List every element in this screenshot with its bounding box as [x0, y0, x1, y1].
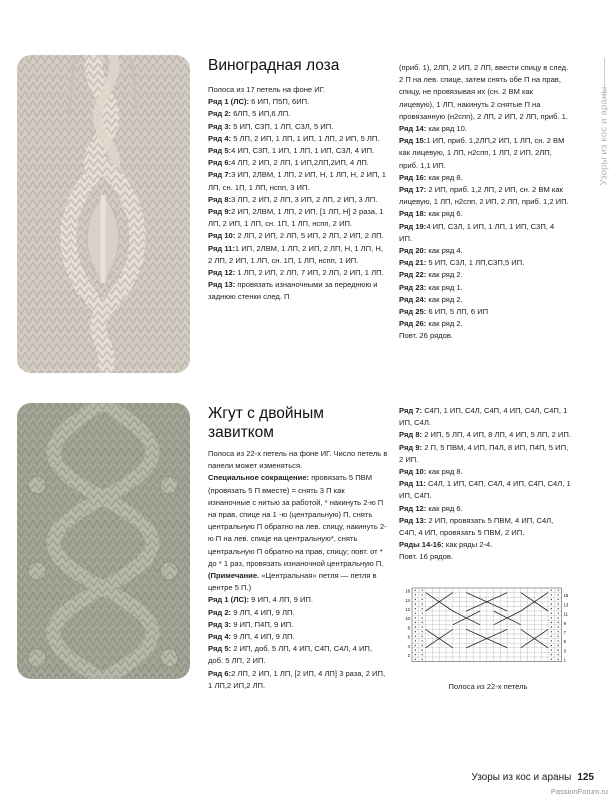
instruction-row	[208, 594, 388, 606]
row-text: 9 ИП, П4П, 9 ИП.	[231, 619, 294, 629]
chart-purl-dot	[551, 603, 552, 604]
chart-purl-dot	[422, 613, 423, 614]
row-list	[208, 472, 388, 692]
instruction-row	[399, 551, 571, 563]
instruction-row	[208, 472, 388, 570]
chart-purl-dot	[551, 631, 552, 632]
chart-purl-dot	[415, 613, 416, 614]
row-label: Ряд 19:	[399, 221, 427, 231]
row-text: как ряд 4.	[426, 246, 463, 256]
chart-purl-dot	[558, 654, 559, 655]
instruction-row	[208, 668, 388, 692]
row-label: Ряд 17:	[399, 185, 427, 195]
chart-purl-dot	[422, 649, 423, 650]
instruction-row	[399, 62, 569, 123]
instruction-row	[208, 607, 388, 619]
row-label: Ряд 3:	[208, 121, 232, 131]
chart-purl-dot	[415, 603, 416, 604]
instruction-row	[208, 145, 386, 157]
chart-purl-dot	[422, 622, 423, 623]
instruction-row	[208, 169, 386, 193]
chart-purl-dot	[551, 640, 552, 641]
instruction-row	[399, 515, 571, 539]
chart-purl-dot	[558, 613, 559, 614]
chart-purl-dot	[422, 608, 423, 609]
chart-row-number-right: 11	[563, 611, 568, 617]
chart-purl-dot	[558, 631, 559, 632]
row-label: (Примечание.	[208, 571, 260, 581]
chart-purl-dot	[422, 631, 423, 632]
chart-purl-dot	[422, 617, 423, 618]
row-label: Ряд 7:	[399, 406, 423, 415]
swatch-twist-illustration	[17, 403, 190, 679]
instruction-row	[399, 172, 569, 184]
chart-purl-dot	[551, 626, 552, 627]
row-text: 3 ЛП, 2 ИП, 2 ЛП, 3 ИП, 2 ЛП, 2 ИП, 3 ЛП.	[231, 194, 378, 204]
chart-purl-dot	[558, 590, 559, 591]
row-text: 1 ИП, приб. 1,2ЛП,2 ИП, 1 ЛП, сн. 2 ВМ как лицевую, 1 ЛП, н2спп, 1 ЛП, 2 ИП, 2ЛП, приб. 1,1 ИП.	[399, 136, 565, 170]
chart-purl-dot	[422, 603, 423, 604]
row-text: 2 ЛП, 2 ИП, 2 ЛП, 5 ИП, 2 ЛП, 2 ИП, 2 ЛП.	[235, 231, 384, 241]
swatch-vine-illustration	[17, 55, 190, 373]
row-text: провязать 5 ПВМ (провязать 5 П вместе) = снять 3 П как изнаночные с нитью за работой, * накинуть 2-ю П на прав, спице на 1 -ю (центральную) П, снять центральную П обратно на лев. спицу, накинуть 2-ю П на лев. спице на центральную*, снять центральную П обратно на прав, спицу; повт. от * до * 1 раз, провязать изнаночной центральную П.	[208, 473, 387, 568]
row-label: Ряд 2:	[208, 607, 232, 617]
row-text: 2 ИП, 5 ЛП, 4 ИП, 8 ЛП, 4 ИП, 5 ЛП, 2 ИП.	[422, 430, 571, 440]
row-text: 9 ЛП, 4 ИП, 9 ЛП.	[231, 607, 295, 617]
row-text: 2 ИП, доб. 5 ЛП, 4 ИП, С4П, С4Л, 4 ИП, доб. 5 ЛП, 2 ИП.	[208, 644, 372, 666]
instruction-row	[208, 133, 386, 145]
row-text: Повт. 26 рядов.	[399, 331, 454, 341]
row-text: 4 ИП, С3П, 1 ИП, 1 ЛП, 1 ИП, С3Л, 4 ИП.	[231, 146, 375, 156]
row-label: Ряд 8:	[208, 194, 232, 204]
footer-section-title: Узоры из кос и араны	[471, 772, 572, 783]
chart-purl-dot	[558, 640, 559, 641]
chart-purl-dot	[415, 645, 416, 646]
chart-purl-dot	[558, 622, 559, 623]
chart-purl-dot	[551, 608, 552, 609]
instruction-row	[208, 619, 388, 631]
row-list	[399, 62, 569, 343]
chart-purl-dot	[558, 636, 559, 637]
instruction-row	[399, 221, 569, 245]
instruction-row	[399, 539, 571, 551]
row-label: Ряд 23:	[399, 282, 427, 292]
instruction-row	[208, 279, 386, 303]
row-label: Ряд 16:	[399, 172, 427, 182]
chart-purl-dot	[422, 640, 423, 641]
chart-purl-dot	[422, 636, 423, 637]
row-label: Ряд 11:	[399, 479, 426, 489]
chart-row-number-left: 6	[407, 634, 410, 640]
page-footer	[471, 772, 594, 783]
chart-purl-dot	[551, 617, 552, 618]
chart-row-number-left: 2	[407, 653, 410, 658]
row-label: Ряд 6:	[208, 158, 232, 168]
row-text: 9 ЛП, 4 ИП, 9 ЛП.	[231, 632, 295, 642]
instruction-row	[399, 306, 569, 318]
instruction-row	[399, 208, 569, 220]
chart-purl-dot	[551, 659, 552, 660]
chart-purl-dot	[415, 636, 416, 637]
instruction-row	[399, 184, 569, 208]
instruction-row	[399, 135, 569, 172]
chart-purl-dot	[415, 654, 416, 655]
instruction-row	[399, 503, 571, 515]
row-label: Ряд 15:	[399, 136, 427, 146]
row-label: Ряд 12:	[208, 268, 236, 278]
row-label: Ряд 4:	[208, 632, 232, 642]
row-label: Ряд 22:	[399, 270, 427, 280]
row-text: С4Л, 1 ИП, С4П, С4Л, 4 ИП, С4П, С4Л, 1 ИП, С4П.	[399, 479, 571, 501]
row-text: как ряд 8.	[426, 172, 463, 182]
row-label: Ряд 1 (ЛС):	[208, 97, 250, 107]
chart-row-number-left: 10	[405, 616, 410, 622]
row-label: Ряд 5:	[208, 146, 232, 156]
chart-purl-dot	[558, 645, 559, 646]
chart-row-number-right: 5	[563, 639, 566, 645]
chart-purl-dot	[415, 659, 416, 660]
row-label: Ряд 8:	[399, 430, 423, 440]
chart-row-number-right: 15	[563, 593, 569, 599]
row-text: как ряд 8.	[426, 467, 463, 477]
instruction-row	[208, 96, 386, 108]
row-text: провязать изнаночными за переднюю и заднюю стенки след. П	[208, 280, 378, 302]
row-text: как ряд 2.	[426, 319, 463, 329]
instruction-row	[208, 643, 388, 667]
row-text: как ряд 1.	[426, 282, 463, 292]
row-text: 3 ИП, 2ЛВМ, 1 ЛП, 2 ИП, Н, 1 ЛП, Н, 2 ИП, 1 ЛП, сн. 1П, 1 ЛП, нспп, 3 ИП.	[208, 170, 386, 192]
instruction-row	[208, 230, 386, 242]
pattern-intro: Полоса из 22-х петель на фоне ИГ. Число петель в панели может изменяться.	[208, 449, 388, 471]
chart-purl-dot	[415, 622, 416, 623]
instruction-row	[208, 631, 388, 643]
chart-row-number-right: 7	[563, 630, 566, 635]
chart-purl-dot	[415, 608, 416, 609]
pattern-twist-instructions-col1	[208, 448, 388, 692]
pattern-twist-instructions-col2	[399, 405, 571, 564]
row-label: Ряд 7:	[208, 170, 232, 180]
row-label: Ряды 14-16:	[399, 540, 444, 550]
instruction-row	[399, 257, 569, 269]
pattern-intro: Полоса из 17 петель на фоне ИГ.	[208, 85, 325, 94]
chart-purl-dot	[551, 622, 552, 623]
chart-purl-dot	[558, 608, 559, 609]
instruction-row	[399, 466, 571, 478]
row-text: 6ЛП, 5 ИП,6 ЛП.	[231, 109, 291, 119]
row-label: Ряд 10:	[208, 231, 236, 241]
chart-purl-dot	[551, 654, 552, 655]
row-text: 6 ИП, 5 ЛП, 6 ИП	[426, 307, 489, 317]
chart-purl-dot	[558, 599, 559, 600]
page-number: 125	[577, 772, 594, 783]
instruction-row	[208, 194, 386, 206]
chart-purl-dot	[422, 659, 423, 660]
watermark: PassionForum.ru	[550, 787, 608, 796]
swatch-photo-double-twist	[17, 403, 190, 679]
instruction-row	[208, 570, 388, 594]
row-label: Ряд 4:	[208, 133, 232, 143]
row-text: 1 ИП, 2ЛВМ, 1 ЛП, 2 ИП, 2 ЛП, Н, 1 ЛП, Н, 2 ЛП, 2 ИП, 1 ЛП, сн. 1П, 1 ЛП, нспп, 1 ИП.	[208, 243, 383, 265]
side-section-tab	[594, 48, 614, 223]
row-text: (приб. 1), 2ЛП, 2 ИП, 2 ЛП, ввести спицу в след. 2 П на лев. спице, затем снять обе П на прав, спицу, не провязывая их (сн. 2 ВМ как лицевую), 1 ЛП, накинуть 2 снятые П на провязанную (н2спп), 2 ЛП, 2 ИП, 2 ЛП, приб. 1.	[399, 63, 569, 121]
row-label: Ряд 14:	[399, 124, 427, 134]
row-label: Ряд 24:	[399, 294, 427, 304]
row-label: Ряд 18:	[399, 209, 427, 219]
row-text: Повт. 16 рядов.	[399, 552, 454, 562]
instruction-row	[208, 108, 386, 120]
instruction-row	[208, 206, 386, 230]
row-text: 2 ЛП, 2 ИП, 1 ЛП, [2 ИП, 4 ЛП] 3 раза, 2 ИП, 1 ЛП,2 ИП,2 ЛП.	[208, 668, 386, 690]
pattern-vine-instructions-col1	[208, 84, 386, 304]
chart-purl-dot	[551, 636, 552, 637]
row-text: 2 ИП, приб. 1,2 ЛП, 2 ИП, сн. 2 ВМ как лицевую, 1 ЛП, н2спп, 2 ИП, 2 ЛП, приб. 1,2 ИП.	[399, 185, 569, 207]
pattern-title-double-twist: Жгут с двойным завитком	[208, 405, 324, 441]
row-text: 5 ИП, С3П, 1 ЛП, С3Л, 5 ИП.	[231, 121, 334, 131]
row-label: Ряд 3:	[208, 619, 232, 629]
chart-purl-dot	[551, 590, 552, 591]
chart-purl-dot	[415, 599, 416, 600]
side-section-label: Узоры из кос и араны	[598, 86, 610, 185]
instruction-row	[399, 478, 571, 502]
chart-purl-dot	[551, 649, 552, 650]
row-text: как ряд 6.	[426, 503, 463, 513]
row-label: Ряд 11:	[208, 243, 235, 253]
row-text: 2 П, 5 ПВМ, 4 ИП, П4Л, 8 ИП, П4П, 5 ИП, 2 ИП.	[399, 442, 569, 464]
knitting-chart-grid	[398, 586, 578, 664]
chart-purl-dot	[415, 631, 416, 632]
row-label: Ряд 26:	[399, 319, 427, 329]
chart-purl-dot	[558, 594, 559, 595]
row-text: 2 ИП, провязать 5 ПВМ, 4 ИП, С4Л, С4П, 4 ИП, провязать 5 ПВМ, 2 ИП.	[399, 515, 554, 538]
row-text: С4П, 1 ИП, С4Л, С4П, 4 ИП, С4Л, С4П, 1 ИП, С4Л.	[399, 406, 568, 428]
row-label: Ряд 1 (ЛС):	[208, 595, 250, 605]
chart-purl-dot	[558, 603, 559, 604]
chart-purl-dot	[415, 594, 416, 595]
chart-purl-dot	[422, 599, 423, 600]
instruction-row	[399, 405, 571, 429]
row-label: Ряд 12:	[399, 503, 427, 513]
chart-row-number-right: 13	[563, 602, 569, 608]
chart-purl-dot	[422, 654, 423, 655]
row-label: Ряд 21:	[399, 258, 427, 268]
row-text: 4 ЛП, 2 ИП, 2 ЛП, 1 ИП,2ЛП,2ИП, 4 ЛП.	[231, 158, 369, 168]
instruction-row	[399, 282, 569, 294]
chart-purl-dot	[415, 649, 416, 650]
chart-row-number-left: 12	[405, 607, 410, 612]
row-text: как ряды 2-4.	[443, 540, 493, 550]
chart-purl-dot	[415, 617, 416, 618]
chart-row-number-left: 16	[405, 588, 410, 594]
row-list	[399, 405, 571, 564]
row-label: Ряд 6:	[208, 668, 232, 678]
chart-purl-dot	[415, 640, 416, 641]
instruction-row	[399, 123, 569, 135]
chart-purl-dot	[551, 645, 552, 646]
row-label: Ряд 9:	[399, 442, 423, 452]
knitting-chart	[398, 586, 578, 664]
row-label: Специальное сокращение:	[208, 473, 310, 483]
chart-row-number-left: 8	[407, 625, 410, 631]
instruction-row	[208, 267, 386, 279]
pattern-vine-instructions-col2	[399, 62, 569, 343]
chart-row-number-right: 1	[563, 657, 566, 663]
instruction-row	[399, 269, 569, 281]
row-text: 5 ИП, С3Л, 1 ЛП,С3П,5 ИП.	[426, 258, 525, 268]
row-label: Ряд 13:	[399, 515, 427, 525]
chart-row-number-right: 3	[563, 648, 566, 654]
row-label: Ряд 10:	[399, 467, 427, 477]
chart-row-number-left: 4	[407, 643, 410, 649]
row-label: Ряд 2:	[208, 109, 232, 119]
instruction-row	[399, 330, 569, 342]
row-text: 1 ЛП, 2 ИП, 2 ЛП, 7 ИП, 2 ЛП, 2 ИП, 1 ЛП.	[235, 268, 384, 278]
row-text: 6 ИП, П5П, 6ИП.	[249, 97, 310, 107]
instruction-row	[399, 442, 571, 466]
row-text: как ряд 2.	[426, 294, 463, 304]
chart-purl-dot	[415, 626, 416, 627]
chart-purl-dot	[558, 617, 559, 618]
row-text: 9 ИП, 4 ЛП, 9 ИП.	[249, 595, 313, 605]
row-label: Ряд 9:	[208, 207, 232, 217]
chart-purl-dot	[551, 594, 552, 595]
instruction-row	[208, 243, 386, 267]
chart-purl-dot	[422, 626, 423, 627]
chart-purl-dot	[422, 590, 423, 591]
instruction-row	[399, 318, 569, 330]
instruction-row	[208, 157, 386, 169]
chart-purl-dot	[422, 645, 423, 646]
row-label: Ряд 13:	[208, 280, 236, 290]
row-list	[208, 96, 386, 303]
instruction-row	[399, 294, 569, 306]
chart-row-number-right: 9	[563, 620, 566, 626]
row-label: Ряд 5:	[208, 644, 232, 654]
row-text: как ряд 6.	[426, 209, 463, 219]
row-text: 5 ЛП, 2 ИП, 1 ЛП, 1 ИП, 1 ЛП, 2 ИП, 5 ЛП.	[231, 133, 380, 143]
chart-purl-dot	[551, 613, 552, 614]
row-label: Ряд 20:	[399, 246, 427, 256]
row-text: 4 ИП, С3Л, 1 ИП, 1 ЛП, 1 ИП, С3П, 4 ИП.	[399, 221, 555, 243]
instruction-row	[399, 429, 571, 441]
row-text: как ряд 10.	[426, 124, 467, 134]
pattern-title-vine: Виноградная лоза	[208, 57, 340, 74]
row-text: 2 ИП, 2ЛВМ, 1 ЛП, 2 ИП, [1 ЛП, Н] 2 раза, 1 ЛП, 2 ИП, 1 ЛП, сн. 1П, 1 ЛП, нспп, 2 ИП.	[208, 207, 384, 229]
chart-purl-dot	[415, 590, 416, 591]
chart-purl-dot	[558, 626, 559, 627]
chart-caption: Полоса из 22-х петель	[448, 682, 528, 691]
chart-row-number-left: 14	[405, 597, 410, 603]
instruction-row	[399, 245, 569, 257]
chart-purl-dot	[558, 649, 559, 650]
chart-purl-dot	[551, 599, 552, 600]
swatch-photo-vine	[17, 55, 190, 373]
row-label: Ряд 25:	[399, 307, 427, 317]
chart-purl-dot	[422, 594, 423, 595]
row-text: как ряд 2.	[426, 270, 463, 280]
instruction-row	[208, 121, 386, 133]
chart-purl-dot	[558, 659, 559, 660]
row-text: «Центральная» петля — петля в центре 5 П.)	[208, 571, 377, 593]
